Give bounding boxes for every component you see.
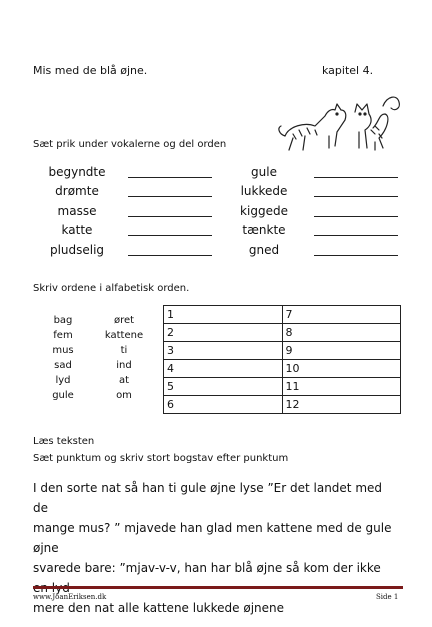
list-word: at — [118, 375, 130, 386]
table-cell-12[interactable]: 12 — [282, 396, 401, 414]
story-line: I den sorte nat så han ti gule øjne lyse ”Er det landet med de — [33, 481, 383, 515]
table-cell-2[interactable]: 2 — [164, 324, 283, 342]
footer-site: www.JoanEriksen.dk — [33, 593, 107, 601]
list-word: sad — [54, 360, 72, 371]
footer-page-number: Side 1 — [376, 593, 399, 601]
list-word: mus — [52, 345, 74, 356]
table-cell-6[interactable]: 6 — [164, 396, 283, 414]
answer-line-left-1[interactable] — [128, 177, 212, 178]
answer-line-left-2[interactable] — [128, 196, 212, 197]
list-word: kattene — [104, 330, 144, 341]
table-cell-5[interactable]: 5 — [164, 378, 283, 396]
table-row — [164, 342, 401, 360]
table-cell-9[interactable]: 9 — [282, 342, 401, 360]
task2-instruction: Skriv ordene i alfabetisk orden. — [33, 283, 190, 294]
task1-instruction: Sæt prik under vokalerne og del orden — [33, 139, 227, 150]
word-left-4: katte — [61, 223, 93, 237]
table-cell-10[interactable]: 10 — [282, 360, 401, 378]
answer-line-right-3[interactable] — [314, 216, 398, 217]
word-right-4: tænkte — [242, 223, 286, 237]
word-left-3: masse — [57, 204, 97, 218]
list-word: fem — [53, 330, 73, 341]
task3-instruction: Sæt punktum og skriv stort bogstav efter punktum — [33, 453, 289, 464]
story-line: svarede bare: ”mjav-v-v, han har blå øjne så kom der ikke — [33, 561, 381, 575]
story-line: mere den nat alle kattene lukkede øjnene — [33, 601, 285, 615]
table-cell-11[interactable]: 11 — [282, 378, 401, 396]
table-cell-3[interactable]: 3 — [164, 342, 283, 360]
chapter-label: kapitel 4. — [322, 64, 374, 77]
table-row — [164, 306, 401, 324]
list-word: bag — [53, 315, 73, 326]
word-right-1: gule — [251, 165, 277, 179]
word-left-5: pludselig — [49, 243, 105, 257]
cats-illustration-icon — [275, 86, 405, 156]
table-row — [164, 360, 401, 378]
list-word: ti — [120, 345, 128, 356]
word-right-3: kiggede — [240, 204, 288, 218]
table-cell-7[interactable]: 7 — [282, 306, 401, 324]
answer-line-right-4[interactable] — [314, 235, 398, 236]
word-right-2: lukkede — [240, 184, 288, 198]
list-word: ind — [116, 360, 132, 371]
list-word: om — [116, 390, 132, 401]
footer-rule — [33, 586, 403, 589]
alphabetical-order-table — [163, 305, 401, 414]
task3-label: Læs teksten — [33, 436, 95, 447]
word-left-2: drømte — [55, 184, 99, 198]
table-row — [164, 324, 401, 342]
table-cell-4[interactable]: 4 — [164, 360, 283, 378]
table-row — [164, 396, 401, 414]
table-row — [164, 378, 401, 396]
table-cell-8[interactable]: 8 — [282, 324, 401, 342]
story-line: mange mus? ” mjavede han glad men kattene med de gule øjne — [33, 521, 392, 555]
answer-line-left-4[interactable] — [128, 235, 212, 236]
table-cell-1[interactable]: 1 — [164, 306, 283, 324]
list-word: gule — [52, 390, 74, 401]
answer-line-right-1[interactable] — [314, 177, 398, 178]
list-word: lyd — [55, 375, 71, 386]
answer-line-right-5[interactable] — [314, 255, 398, 256]
word-left-1: begyndte — [48, 165, 106, 179]
answer-line-left-3[interactable] — [128, 216, 212, 217]
word-right-5: gned — [248, 243, 280, 257]
answer-line-right-2[interactable] — [314, 196, 398, 197]
answer-line-left-5[interactable] — [128, 255, 212, 256]
worksheet-title: Mis med de blå øjne. — [33, 64, 148, 77]
list-word: øret — [113, 315, 135, 326]
